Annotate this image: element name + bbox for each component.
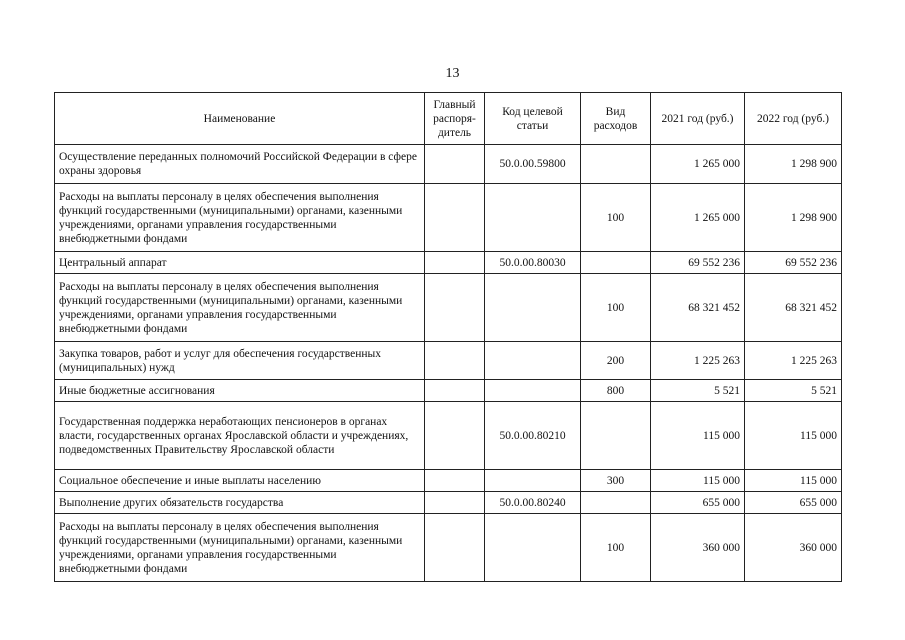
header-2021: 2021 год (руб.) bbox=[651, 93, 745, 145]
cell-code bbox=[485, 274, 581, 342]
cell-type: 100 bbox=[581, 184, 651, 252]
header-manager: Главный распоря-дитель bbox=[425, 93, 485, 145]
table-row bbox=[55, 184, 842, 252]
cell-2021: 69 552 236 bbox=[651, 252, 745, 274]
cell-2021: 1 225 263 bbox=[651, 342, 745, 380]
cell-2022: 69 552 236 bbox=[745, 252, 842, 274]
table-row bbox=[55, 274, 842, 342]
cell-manager bbox=[425, 184, 485, 252]
cell-type bbox=[581, 492, 651, 514]
cell-manager bbox=[425, 402, 485, 470]
cell-2021: 655 000 bbox=[651, 492, 745, 514]
table-row bbox=[55, 514, 842, 582]
header-name: Наименование bbox=[55, 93, 425, 145]
cell-code: 50.0.00.59800 bbox=[485, 145, 581, 184]
cell-manager bbox=[425, 274, 485, 342]
header-code: Код целевой статьи bbox=[485, 93, 581, 145]
table-row bbox=[55, 492, 842, 514]
cell-manager bbox=[425, 380, 485, 402]
cell-name: Выполнение других обязательств государства bbox=[55, 492, 425, 514]
cell-2022: 5 521 bbox=[745, 380, 842, 402]
table-row bbox=[55, 145, 842, 184]
cell-type: 800 bbox=[581, 380, 651, 402]
cell-name: Расходы на выплаты персоналу в целях обеспечения выполнения функций государственными (муниципальными) органами, казенными учреждениями, органами управления государственными внебюджетными фондами bbox=[55, 514, 425, 582]
table-row bbox=[55, 252, 842, 274]
cell-code bbox=[485, 380, 581, 402]
cell-2021: 1 265 000 bbox=[651, 145, 745, 184]
cell-name: Расходы на выплаты персоналу в целях обеспечения выполнения функций государственными (муниципальными) органами, казенными учреждениями, органами управления государственными внебюджетными фондами bbox=[55, 184, 425, 252]
cell-type bbox=[581, 402, 651, 470]
cell-name: Осуществление переданных полномочий Российской Федерации в сфере охраны здоровья bbox=[55, 145, 425, 184]
cell-code bbox=[485, 342, 581, 380]
page-number: 13 bbox=[445, 66, 460, 81]
table-row bbox=[55, 380, 842, 402]
table-row bbox=[55, 402, 842, 470]
cell-manager bbox=[425, 145, 485, 184]
cell-name: Социальное обеспечение и иные выплаты населению bbox=[55, 470, 425, 492]
cell-type: 200 bbox=[581, 342, 651, 380]
cell-name: Закупка товаров, работ и услуг для обеспечения государственных (муниципальных) нужд bbox=[55, 342, 425, 380]
cell-2022: 1 298 900 bbox=[745, 184, 842, 252]
cell-name: Центральный аппарат bbox=[55, 252, 425, 274]
cell-name: Государственная поддержка неработающих пенсионеров в органах власти, государственных органах Ярославской области и учреждениях, подведомственных Правительству Ярославской области bbox=[55, 402, 425, 470]
cell-name: Расходы на выплаты персоналу в целях обеспечения выполнения функций государственными (муниципальными) органами, казенными учреждениями, органами управления государственными внебюджетными фондами bbox=[55, 274, 425, 342]
cell-2021: 1 265 000 bbox=[651, 184, 745, 252]
cell-code: 50.0.00.80240 bbox=[485, 492, 581, 514]
header-type: Вид расходов bbox=[581, 93, 651, 145]
cell-2021: 115 000 bbox=[651, 402, 745, 470]
cell-2022: 68 321 452 bbox=[745, 274, 842, 342]
cell-type: 300 bbox=[581, 470, 651, 492]
cell-2021: 68 321 452 bbox=[651, 274, 745, 342]
header-2022: 2022 год (руб.) bbox=[745, 93, 842, 145]
cell-manager bbox=[425, 252, 485, 274]
cell-code bbox=[485, 470, 581, 492]
cell-code bbox=[485, 514, 581, 582]
cell-manager bbox=[425, 470, 485, 492]
cell-manager bbox=[425, 492, 485, 514]
cell-2022: 115 000 bbox=[745, 402, 842, 470]
cell-name: Иные бюджетные ассигнования bbox=[55, 380, 425, 402]
cell-manager bbox=[425, 342, 485, 380]
cell-2022: 360 000 bbox=[745, 514, 842, 582]
cell-2022: 1 298 900 bbox=[745, 145, 842, 184]
table-row bbox=[55, 342, 842, 380]
budget-table bbox=[54, 92, 842, 582]
cell-code bbox=[485, 184, 581, 252]
cell-2021: 115 000 bbox=[651, 470, 745, 492]
cell-2022: 655 000 bbox=[745, 492, 842, 514]
cell-2021: 360 000 bbox=[651, 514, 745, 582]
cell-2022: 1 225 263 bbox=[745, 342, 842, 380]
cell-2021: 5 521 bbox=[651, 380, 745, 402]
table-row bbox=[55, 470, 842, 492]
cell-code: 50.0.00.80030 bbox=[485, 252, 581, 274]
cell-type: 100 bbox=[581, 514, 651, 582]
cell-type: 100 bbox=[581, 274, 651, 342]
cell-2022: 115 000 bbox=[745, 470, 842, 492]
cell-code: 50.0.00.80210 bbox=[485, 402, 581, 470]
cell-type bbox=[581, 252, 651, 274]
table-header-row bbox=[55, 93, 842, 145]
cell-manager bbox=[425, 514, 485, 582]
cell-type bbox=[581, 145, 651, 184]
